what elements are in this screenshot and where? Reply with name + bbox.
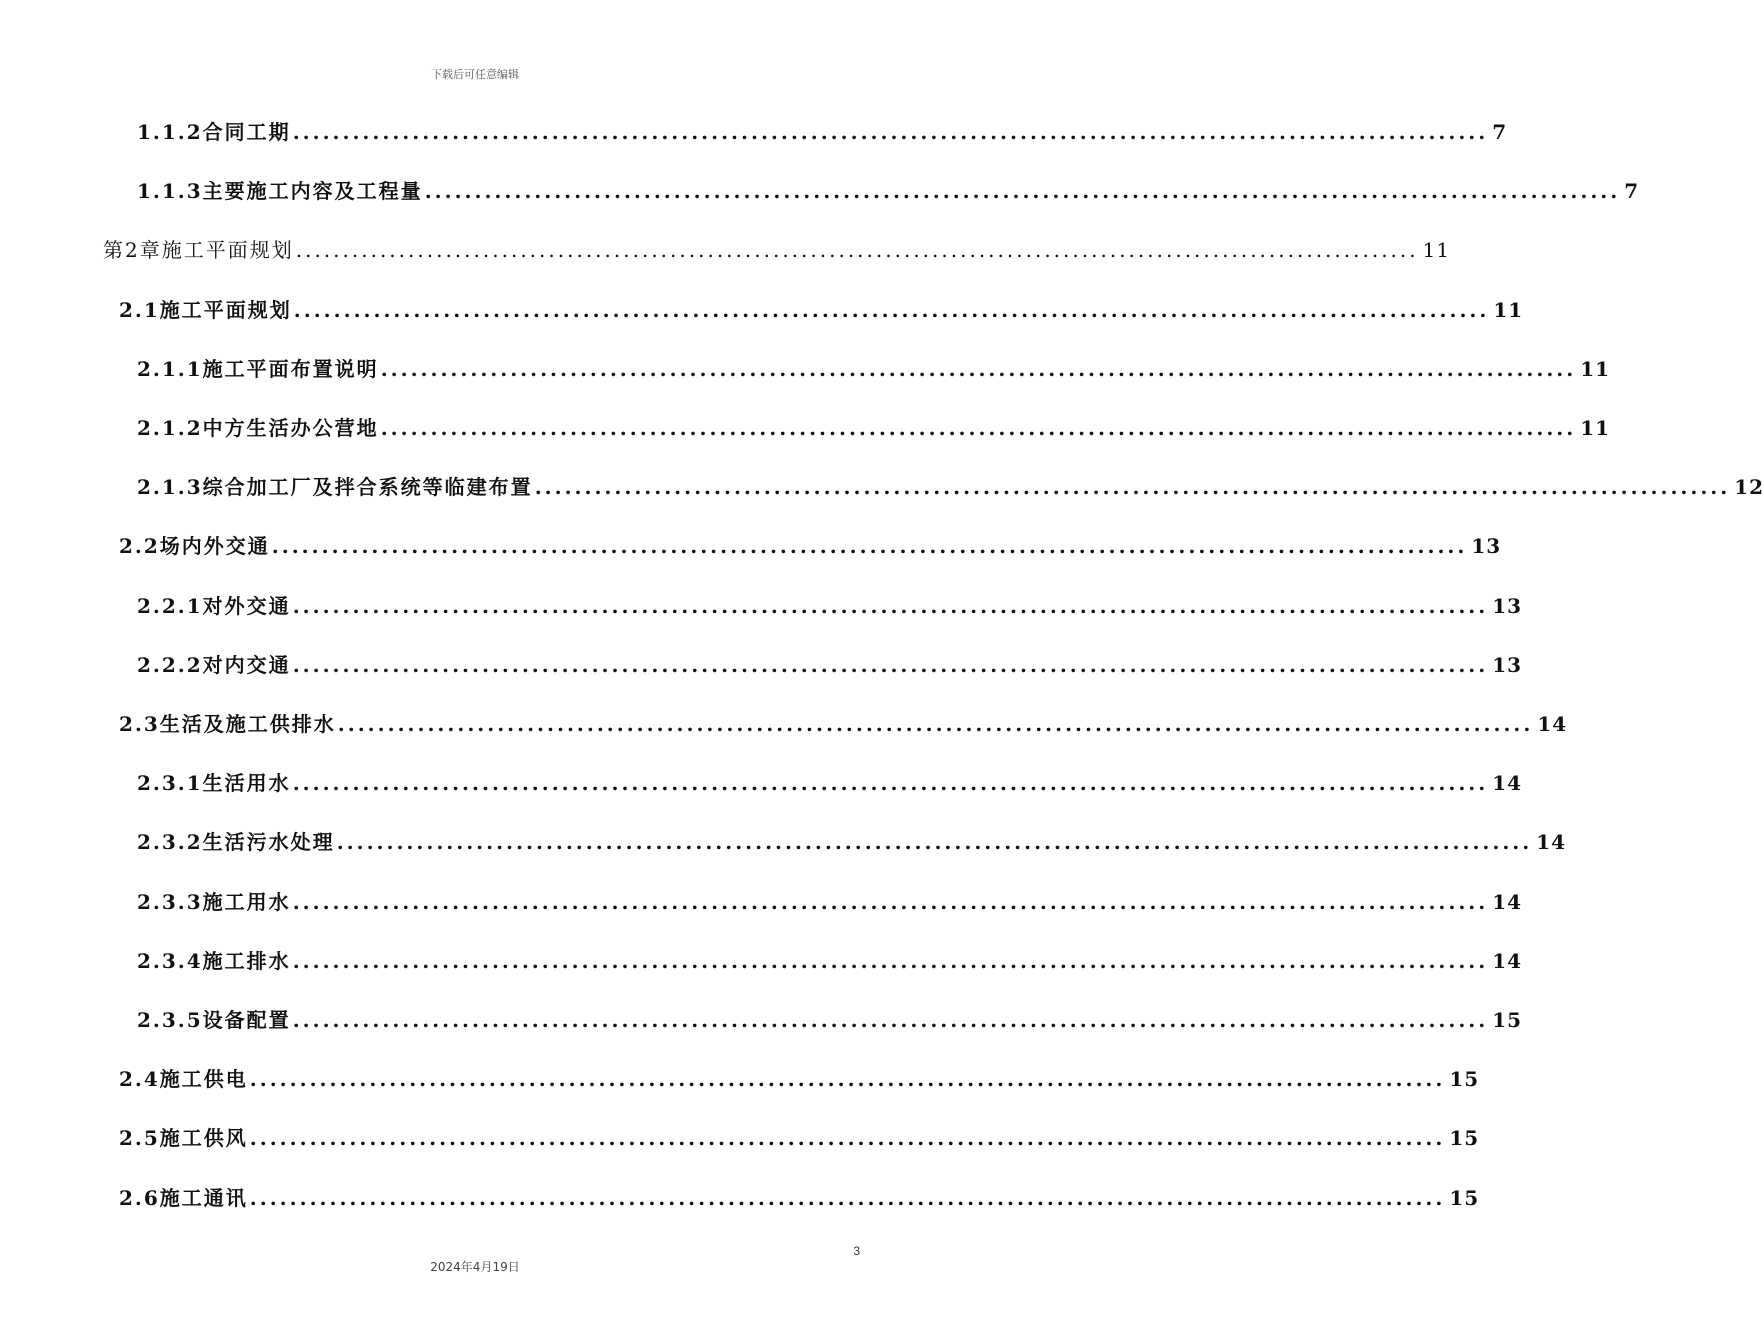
toc-leader-dots: ........................................................................................................................ [424, 179, 1621, 203]
toc-leader-dots: ........................................................................................................................ [534, 475, 1731, 499]
toc-entry-title: 2.4施工供电 [119, 1067, 248, 1091]
toc-leader-dots: ........................................................................................................................ [249, 1186, 1446, 1210]
toc-entry[interactable] [137, 827, 1567, 857]
toc-entry-page: 11 [1493, 298, 1524, 322]
toc-entry-page: 13 [1471, 534, 1502, 558]
toc-leader-dots: ........................................................................................................................ [293, 298, 1490, 322]
toc-entry-title: 1.1.3主要施工内容及工程量 [137, 179, 423, 203]
toc-entry[interactable] [119, 1064, 1480, 1094]
toc-entry-page: 7 [1492, 120, 1508, 144]
toc-entry-title: 2.6施工通讯 [119, 1186, 248, 1210]
toc-entry-page: 7 [1624, 179, 1640, 203]
toc-entry[interactable] [137, 591, 1523, 621]
toc-entry[interactable] [137, 117, 1508, 147]
toc-leader-dots: ........................................................................................................................ [292, 653, 1489, 677]
toc-entry[interactable] [119, 531, 1502, 561]
page-header: 下载后可任意编辑 [431, 68, 519, 81]
toc-entry-title: 2.3.3施工用水 [137, 890, 291, 914]
toc-entry[interactable] [137, 413, 1611, 443]
toc-leader-dots: ........................................................................................................................ [249, 1126, 1446, 1150]
toc-entry-title: 1.1.2合同工期 [137, 120, 291, 144]
toc-entry[interactable] [137, 650, 1523, 680]
toc-entry-page: 15 [1449, 1186, 1480, 1210]
toc-entry-title: 2.3.2生活污水处理 [137, 830, 335, 854]
toc-entry-page: 15 [1492, 1008, 1523, 1032]
toc-entry[interactable] [137, 354, 1611, 384]
toc-entry-page: 15 [1449, 1067, 1480, 1091]
toc-leader-dots: ........................................................................................................................ [292, 890, 1489, 914]
toc-entry[interactable] [103, 235, 1451, 265]
toc-entry-page: 11 [1422, 238, 1451, 262]
toc-leader-dots: ........................................................................................................................ [380, 357, 1577, 381]
toc-leader-dots: ........................................................................................................................ [336, 830, 1533, 854]
toc-entry-page: 13 [1492, 594, 1523, 618]
toc-leader-dots: ........................................................................................................................ [292, 1008, 1489, 1032]
toc-entry-title: 2.2.2对内交通 [137, 653, 291, 677]
toc-entry-page: 14 [1536, 830, 1567, 854]
toc-entry-title: 2.2.1对外交通 [137, 594, 291, 618]
toc-entry-title: 2.1.2中方生活办公营地 [137, 416, 379, 440]
toc-entry[interactable] [119, 295, 1524, 325]
toc-entry-page: 14 [1492, 771, 1523, 795]
toc-entry-title: 第2章施工平面规划 [103, 238, 294, 262]
toc-entry-title: 2.3.4施工排水 [137, 949, 291, 973]
toc-entry-page: 15 [1449, 1126, 1480, 1150]
toc-leader-dots: ........................................................................................................................ [295, 238, 1419, 262]
toc-leader-dots: ........................................................................................................................ [292, 949, 1489, 973]
footer-date: 2024年4月19日 [430, 1260, 520, 1274]
toc-entry[interactable] [137, 768, 1523, 798]
toc-entry[interactable] [137, 1005, 1523, 1035]
toc-entry-page: 13 [1492, 653, 1523, 677]
toc-leader-dots: ........................................................................................................................ [292, 771, 1489, 795]
toc-entry-page: 11 [1580, 416, 1611, 440]
toc-leader-dots: ........................................................................................................................ [249, 1067, 1446, 1091]
toc-entry[interactable] [137, 472, 1764, 502]
toc-entry-page: 11 [1580, 357, 1611, 381]
toc-leader-dots: ........................................................................................................................ [337, 712, 1534, 736]
toc-leader-dots: ........................................................................................................................ [292, 594, 1489, 618]
toc-leader-dots: ........................................................................................................................ [380, 416, 1577, 440]
toc-entry[interactable] [137, 887, 1523, 917]
toc-entry[interactable] [137, 176, 1640, 206]
toc-entry[interactable] [119, 1183, 1480, 1213]
toc-entry-title: 2.1.1施工平面布置说明 [137, 357, 379, 381]
toc-entry-title: 2.3.1生活用水 [137, 771, 291, 795]
toc-entry-title: 2.1.3综合加工厂及拌合系统等临建布置 [137, 475, 533, 499]
toc-leader-dots: ........................................................................................................................ [292, 120, 1489, 144]
toc-entry[interactable] [137, 946, 1523, 976]
toc-entry-page: 14 [1492, 890, 1523, 914]
toc-leader-dots: ........................................................................................................................ [271, 534, 1468, 558]
toc-entry-title: 2.3.5设备配置 [137, 1008, 291, 1032]
toc-entry-page: 14 [1537, 712, 1568, 736]
toc-entry-page: 12 [1734, 475, 1764, 499]
toc-entry[interactable] [119, 709, 1568, 739]
toc-entry-title: 2.1施工平面规划 [119, 298, 292, 322]
toc-entry-title: 2.2场内外交通 [119, 534, 270, 558]
page-number: 3 [853, 1244, 860, 1258]
toc-entry-title: 2.3生活及施工供排水 [119, 712, 336, 736]
toc-entry-page: 14 [1492, 949, 1523, 973]
toc-entry-title: 2.5施工供风 [119, 1126, 248, 1150]
toc-entry[interactable] [119, 1123, 1480, 1153]
